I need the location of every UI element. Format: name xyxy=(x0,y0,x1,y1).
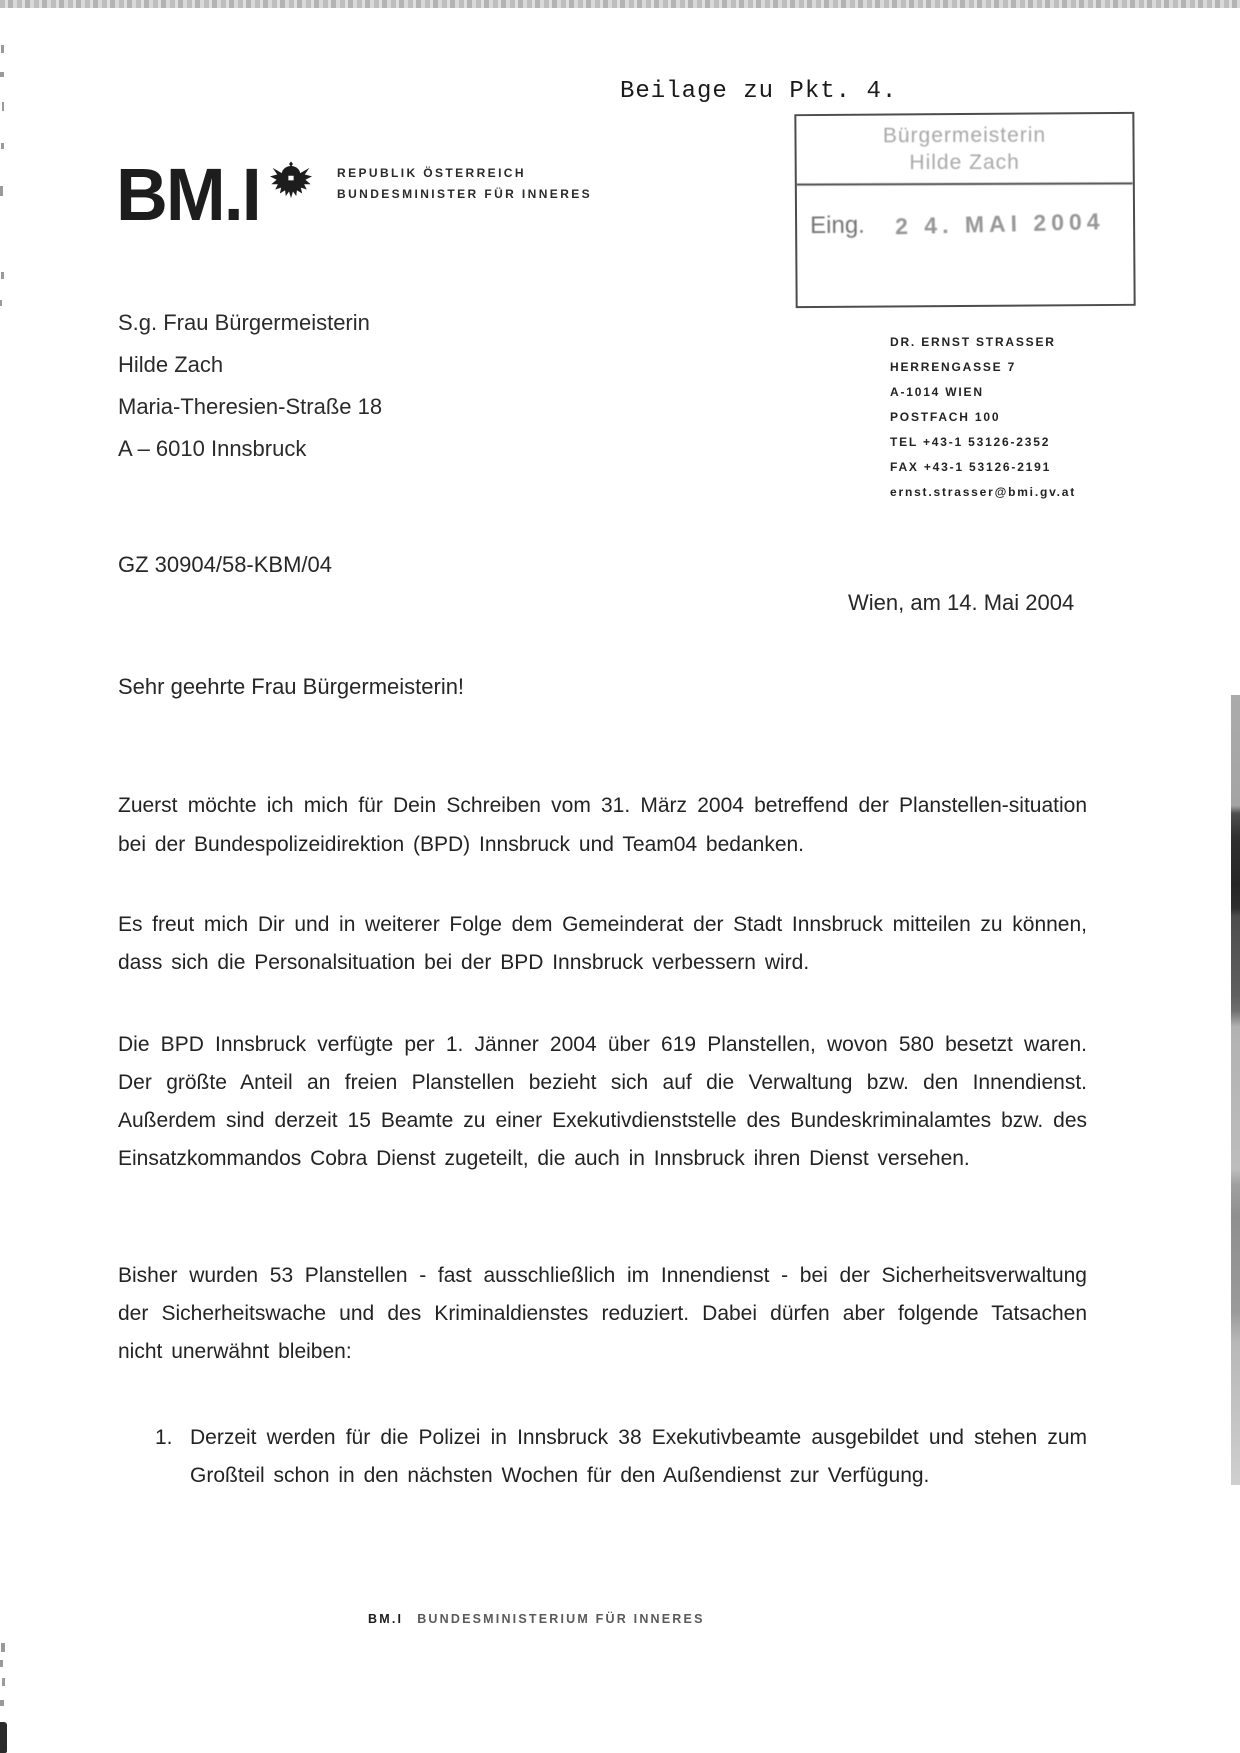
salutation: Sehr geehrte Frau Bürgermeisterin! xyxy=(118,674,465,699)
recipient-line: Maria-Theresien-Straße 18 xyxy=(118,394,383,419)
sender-email: ernst.strasser@bmi.gv.at xyxy=(890,485,1077,499)
attachment-note: Beilage zu Pkt. 4. xyxy=(620,78,898,105)
scan-speck xyxy=(0,1700,4,1706)
footer-ministry-name: BUNDESMINISTERIUM FÜR INNERES xyxy=(417,1612,705,1626)
recipient-line: S.g. Frau Bürgermeisterin xyxy=(118,310,370,335)
scan-speck xyxy=(0,300,2,306)
bmi-logo-text: BM.I xyxy=(116,153,260,236)
reference-number: GZ 30904/58-KBM/04 xyxy=(118,552,333,577)
sender-street: HERRENGASSE 7 xyxy=(890,360,1017,374)
austrian-eagle-icon xyxy=(270,158,312,209)
scan-speck xyxy=(1,45,4,53)
stamp-received-row xyxy=(797,184,1133,240)
scan-noise-right-band xyxy=(1231,695,1240,1485)
scan-speck xyxy=(0,72,4,77)
org-name-line1: REPUBLIK ÖSTERREICH xyxy=(337,166,526,180)
sender-city: A-1014 WIEN xyxy=(890,385,984,399)
recipient-address xyxy=(118,302,382,470)
scan-speck xyxy=(2,102,4,111)
page-footer xyxy=(368,1612,705,1626)
list-item-text: Derzeit werden für die Polizei in Innsbruck 38 Exekutivbeamte ausgebildet und stehen zum Großteil schon in den nächsten Wochen für den Außendienst zur Verfügung. xyxy=(190,1426,1087,1487)
stamp-office-line: Bürgermeisterin xyxy=(882,123,1047,148)
org-name-block xyxy=(337,163,592,205)
scan-speck xyxy=(1,1643,5,1652)
body-paragraph-1: Zuerst möchte ich mich für Dein Schreiben vom 31. März 2004 betreffend der Planstellen-situation bei der Bundespolizeidirektion (BPD) Innsbruck und Team04 bedanken. xyxy=(118,794,1087,856)
body-paragraph-4: Bisher wurden 53 Planstellen - fast ausschließlich im Innendienst - bei der Sicherheitsverwaltung der Sicherheitswache und des Kriminaldienstes reduziert. Dabei dürfen aber folgende Tatsachen nicht unerwähnt bleiben: xyxy=(118,1264,1087,1363)
dateline: Wien, am 14. Mai 2004 xyxy=(848,590,1075,615)
stamp-addressee xyxy=(796,114,1132,185)
scan-speck xyxy=(0,186,3,196)
sender-contact-block xyxy=(890,330,1076,505)
body-paragraph-2: Es freut mich Dir und in weiterer Folge dem Gemeinderat der Stadt Innsbruck mitteilen zu können, dass sich die Personalsituation bei der BPD Innsbruck verbessern wird. xyxy=(118,913,1087,974)
intake-stamp xyxy=(794,112,1135,308)
numbered-list-item-1 xyxy=(155,1419,1087,1495)
list-item-number: 1. xyxy=(155,1426,173,1449)
recipient-line: A – 6010 Innsbruck xyxy=(118,436,307,461)
stamp-received-date: 2 4. MAI 2004 xyxy=(894,208,1105,240)
sender-name: DR. ERNST STRASSER xyxy=(890,335,1056,349)
scan-speck xyxy=(2,1678,5,1686)
scan-speck xyxy=(1,272,4,279)
scan-blot-bottom-left xyxy=(0,1722,7,1753)
sender-fax: FAX +43-1 53126-2191 xyxy=(890,460,1052,474)
scan-noise-top-edge xyxy=(0,0,1240,8)
sender-pobox: POSTFACH 100 xyxy=(890,410,1001,424)
stamp-received-label: Eing. xyxy=(810,211,865,240)
footer-bmi-abbr: BM.I xyxy=(368,1612,404,1626)
org-name-line2: BUNDESMINISTER FÜR INNERES xyxy=(337,187,593,201)
sender-tel: TEL +43-1 53126-2352 xyxy=(890,435,1051,449)
recipient-line: Hilde Zach xyxy=(118,352,224,377)
stamp-name-line: Hilde Zach xyxy=(909,150,1020,175)
scan-speck xyxy=(0,1660,3,1667)
body-paragraph-3: Die BPD Innsbruck verfügte per 1. Jänner 2004 über 619 Planstellen, wovon 580 besetzt waren. Der größte Anteil an freien Planstellen bezieht sich auf die Verwaltung bzw. den Innendienst. Außerdem sind derzeit 15 Beamte zu einer Exekutivdienststelle des Bundeskriminalamtes bzw. des Einsatzkommandos Cobra Dienst zugeteilt, die auch in Innsbruck ihren Dienst versehen. xyxy=(118,1033,1087,1170)
scan-speck xyxy=(1,143,4,149)
